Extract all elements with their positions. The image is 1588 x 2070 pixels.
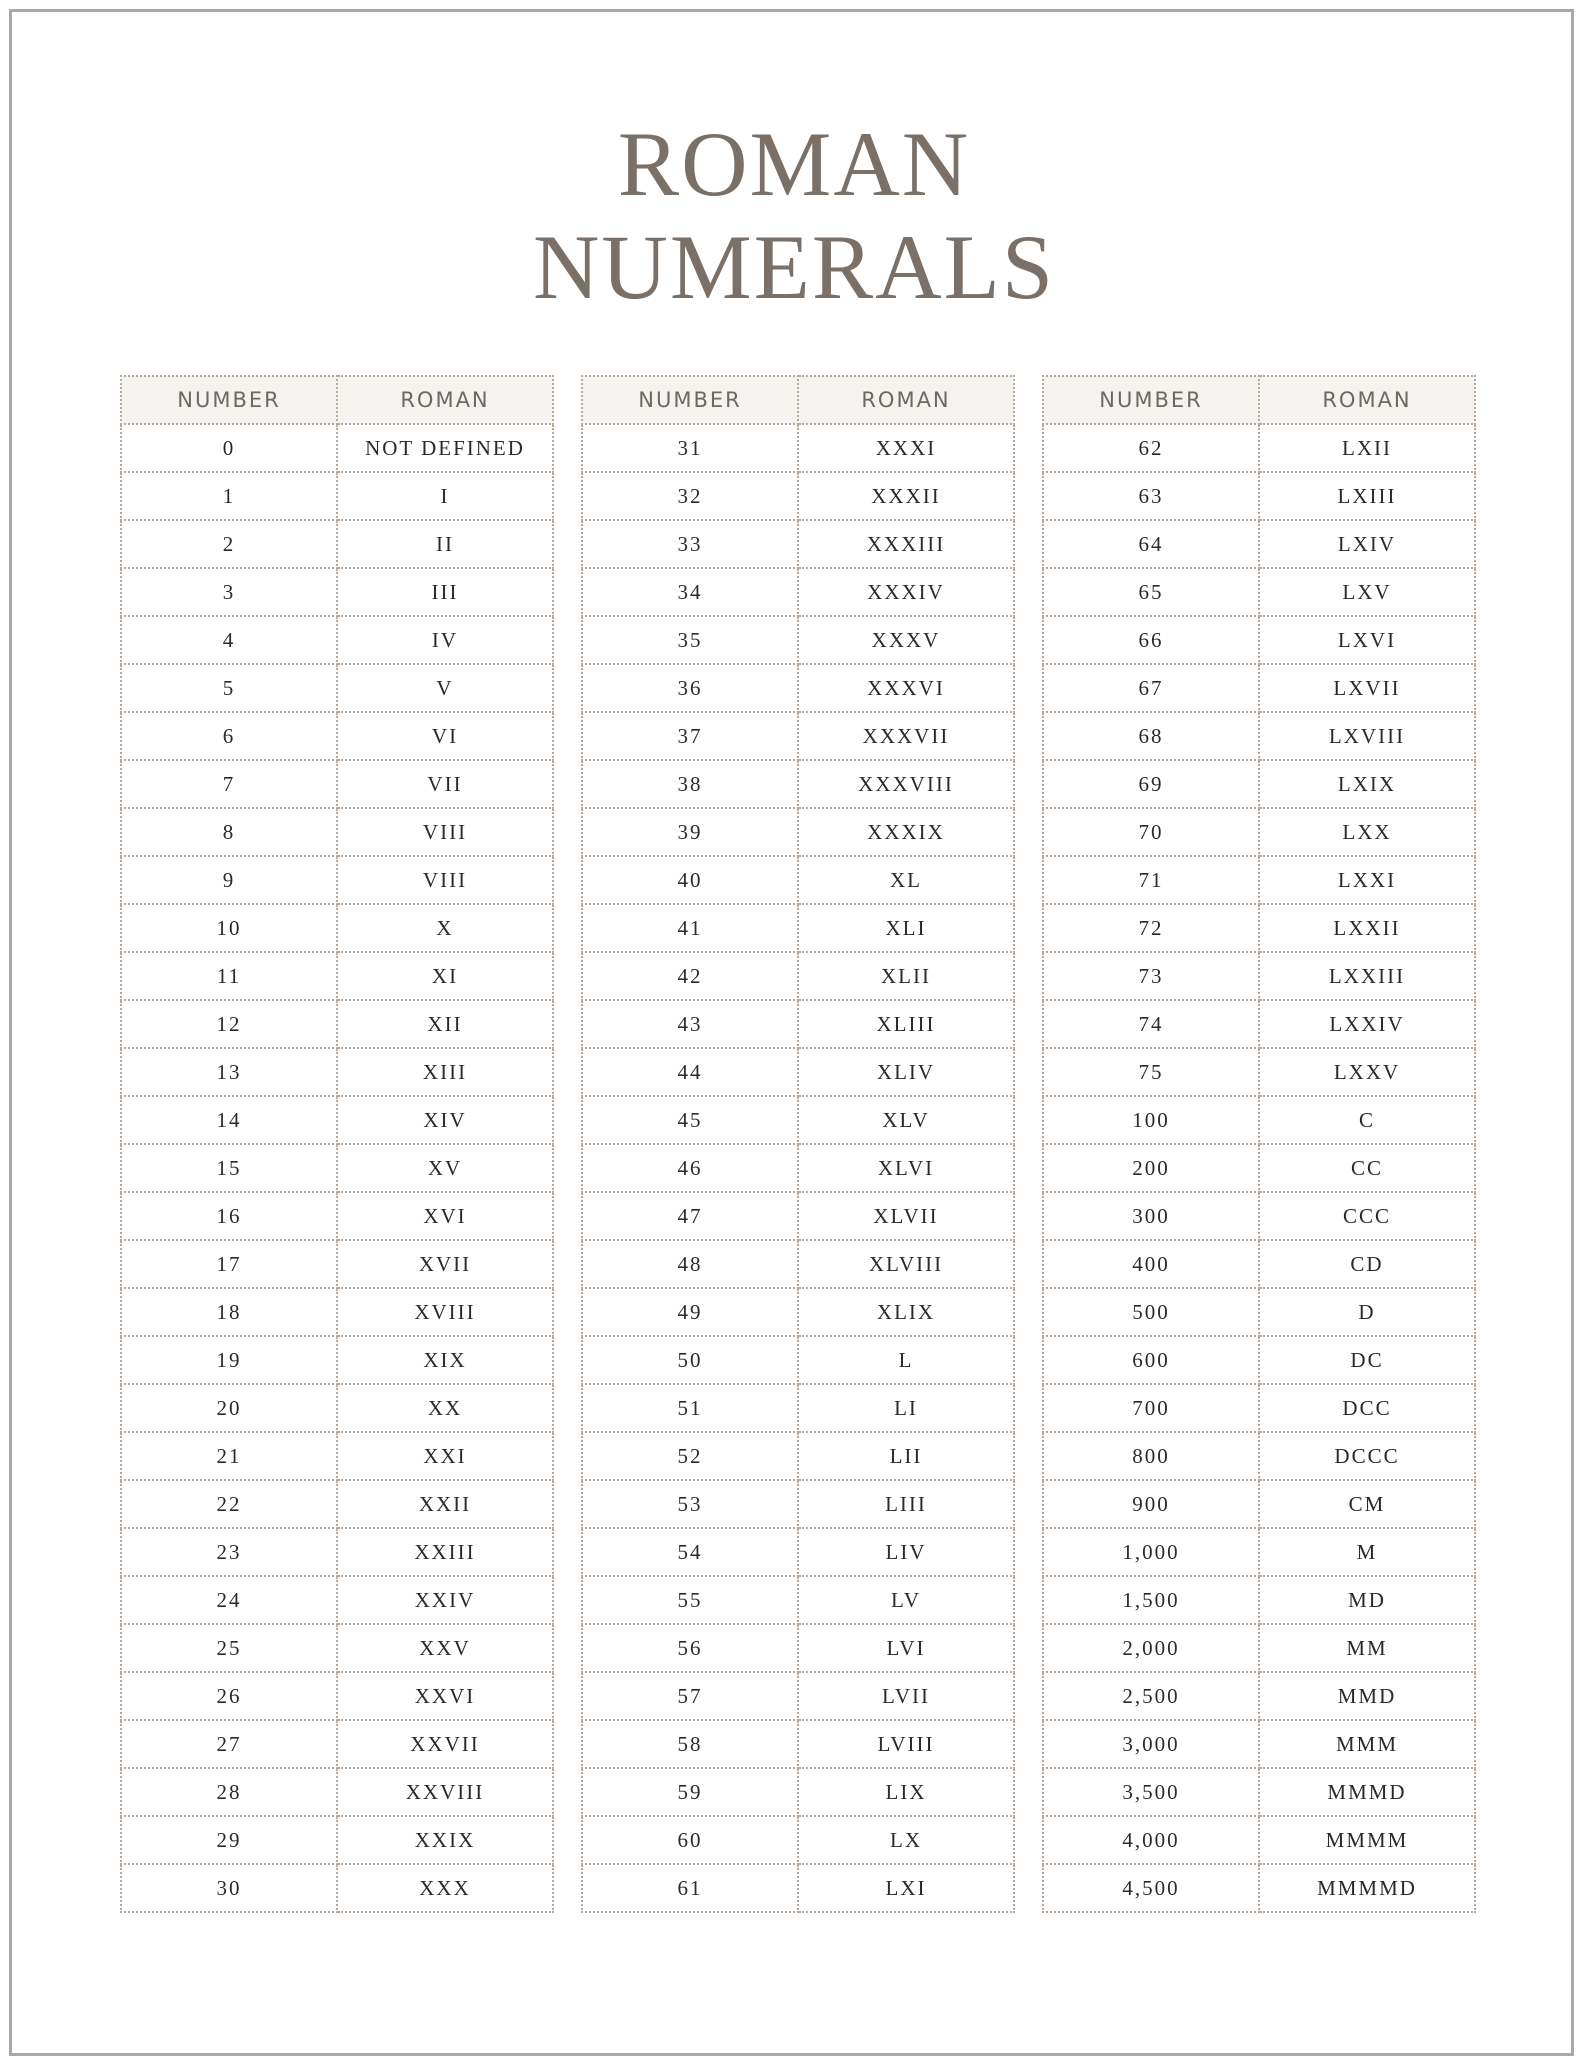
table-row <box>121 664 553 712</box>
number-cell: 4,000 <box>1043 1816 1259 1864</box>
table-row <box>121 1096 553 1144</box>
number-cell: 56 <box>582 1624 798 1672</box>
table-row <box>1043 1432 1475 1480</box>
roman-cell: LVI <box>798 1624 1014 1672</box>
number-cell: 14 <box>121 1096 337 1144</box>
number-cell: 41 <box>582 904 798 952</box>
table-row <box>582 1576 1014 1624</box>
number-cell: 8 <box>121 808 337 856</box>
table-row <box>582 1288 1014 1336</box>
table-row <box>121 856 553 904</box>
table-row <box>121 1672 553 1720</box>
roman-cell: LXXII <box>1259 904 1475 952</box>
table-row <box>582 472 1014 520</box>
roman-cell: DCC <box>1259 1384 1475 1432</box>
roman-cell: MD <box>1259 1576 1475 1624</box>
number-cell: 17 <box>121 1240 337 1288</box>
table-row <box>582 1864 1014 1912</box>
number-cell: 2,500 <box>1043 1672 1259 1720</box>
roman-cell: XLV <box>798 1096 1014 1144</box>
number-cell: 46 <box>582 1144 798 1192</box>
table-row <box>582 1672 1014 1720</box>
roman-cell: LXVI <box>1259 616 1475 664</box>
table-row <box>582 808 1014 856</box>
table-row <box>121 1432 553 1480</box>
number-cell: 39 <box>582 808 798 856</box>
table-row <box>1043 1000 1475 1048</box>
roman-cell: XIX <box>337 1336 553 1384</box>
number-cell: 1,500 <box>1043 1576 1259 1624</box>
number-cell: 15 <box>121 1144 337 1192</box>
roman-cell: CC <box>1259 1144 1475 1192</box>
roman-cell: LVIII <box>798 1720 1014 1768</box>
number-cell: 72 <box>1043 904 1259 952</box>
number-cell: 44 <box>582 1048 798 1096</box>
table-row <box>1043 1720 1475 1768</box>
table-row <box>582 1096 1014 1144</box>
number-cell: 48 <box>582 1240 798 1288</box>
number-cell: 600 <box>1043 1336 1259 1384</box>
table-row <box>1043 1816 1475 1864</box>
roman-cell: XII <box>337 1000 553 1048</box>
number-cell: 900 <box>1043 1480 1259 1528</box>
table-row <box>121 1768 553 1816</box>
table-row <box>121 568 553 616</box>
table-row <box>121 1192 553 1240</box>
roman-cell: VI <box>337 712 553 760</box>
table-row <box>582 1624 1014 1672</box>
number-cell: 49 <box>582 1288 798 1336</box>
table-row <box>1043 1528 1475 1576</box>
roman-cell: CD <box>1259 1240 1475 1288</box>
table-row <box>121 1288 553 1336</box>
table-row <box>1043 1672 1475 1720</box>
table-row <box>582 1240 1014 1288</box>
table-row <box>121 1528 553 1576</box>
table-row <box>121 1336 553 1384</box>
table-row <box>582 520 1014 568</box>
table-row <box>582 1144 1014 1192</box>
number-cell: 300 <box>1043 1192 1259 1240</box>
table-row <box>1043 1624 1475 1672</box>
table-row <box>121 472 553 520</box>
roman-cell: LVII <box>798 1672 1014 1720</box>
roman-column-header: ROMAN <box>337 376 553 424</box>
table-row <box>121 1000 553 1048</box>
table-row <box>121 1384 553 1432</box>
roman-cell: XI <box>337 952 553 1000</box>
roman-cell: XXXIX <box>798 808 1014 856</box>
table-row <box>1043 1576 1475 1624</box>
roman-cell: L <box>798 1336 1014 1384</box>
number-cell: 3,500 <box>1043 1768 1259 1816</box>
roman-cell: LV <box>798 1576 1014 1624</box>
table-row <box>1043 1096 1475 1144</box>
number-cell: 36 <box>582 664 798 712</box>
number-cell: 74 <box>1043 1000 1259 1048</box>
number-cell: 60 <box>582 1816 798 1864</box>
number-cell: 65 <box>1043 568 1259 616</box>
roman-cell: MM <box>1259 1624 1475 1672</box>
roman-cell: LXIX <box>1259 760 1475 808</box>
roman-cell: LI <box>798 1384 1014 1432</box>
table-row <box>1043 1768 1475 1816</box>
roman-cell: XVI <box>337 1192 553 1240</box>
table-row <box>121 760 553 808</box>
roman-cell: LXIII <box>1259 472 1475 520</box>
roman-cell: LXVII <box>1259 664 1475 712</box>
number-cell: 100 <box>1043 1096 1259 1144</box>
roman-cell: XXII <box>337 1480 553 1528</box>
roman-cell: XX <box>337 1384 553 1432</box>
roman-cell: LXII <box>1259 424 1475 472</box>
number-cell: 7 <box>121 760 337 808</box>
table-row <box>121 616 553 664</box>
number-cell: 71 <box>1043 856 1259 904</box>
roman-cell: CM <box>1259 1480 1475 1528</box>
roman-cell: LIII <box>798 1480 1014 1528</box>
number-cell: 45 <box>582 1096 798 1144</box>
table-row <box>1043 1384 1475 1432</box>
roman-column-header: ROMAN <box>798 376 1014 424</box>
number-cell: 70 <box>1043 808 1259 856</box>
table-row <box>1043 1192 1475 1240</box>
number-cell: 2,000 <box>1043 1624 1259 1672</box>
table-row <box>121 1816 553 1864</box>
page-title-line-2: NUMERALS <box>532 216 1056 318</box>
roman-cell: LIV <box>798 1528 1014 1576</box>
number-cell: 26 <box>121 1672 337 1720</box>
number-cell: 55 <box>582 1576 798 1624</box>
roman-cell: XXV <box>337 1624 553 1672</box>
number-cell: 6 <box>121 712 337 760</box>
roman-cell: XLVIII <box>798 1240 1014 1288</box>
table-row <box>1043 1144 1475 1192</box>
number-cell: 700 <box>1043 1384 1259 1432</box>
table-row <box>582 1384 1014 1432</box>
number-cell: 28 <box>121 1768 337 1816</box>
table-row <box>582 568 1014 616</box>
roman-cell: D <box>1259 1288 1475 1336</box>
number-cell: 57 <box>582 1672 798 1720</box>
table-row <box>582 1192 1014 1240</box>
numeral-table-1 <box>120 375 554 1913</box>
table-row <box>1043 1864 1475 1912</box>
number-cell: 51 <box>582 1384 798 1432</box>
roman-cell: LXXV <box>1259 1048 1475 1096</box>
table-row <box>121 424 553 472</box>
roman-cell: XXI <box>337 1432 553 1480</box>
number-cell: 47 <box>582 1192 798 1240</box>
table-row <box>1043 904 1475 952</box>
roman-cell: LXVIII <box>1259 712 1475 760</box>
roman-cell: XVII <box>337 1240 553 1288</box>
table-row <box>582 1336 1014 1384</box>
roman-cell: V <box>337 664 553 712</box>
number-cell: 23 <box>121 1528 337 1576</box>
roman-cell: MMMMD <box>1259 1864 1475 1912</box>
table-row <box>1043 472 1475 520</box>
number-cell: 38 <box>582 760 798 808</box>
roman-cell: M <box>1259 1528 1475 1576</box>
number-cell: 29 <box>121 1816 337 1864</box>
table-row <box>582 760 1014 808</box>
roman-cell: XLVII <box>798 1192 1014 1240</box>
roman-cell: XL <box>798 856 1014 904</box>
number-cell: 1 <box>121 472 337 520</box>
table-row <box>582 1816 1014 1864</box>
number-cell: 27 <box>121 1720 337 1768</box>
number-cell: 62 <box>1043 424 1259 472</box>
number-cell: 33 <box>582 520 798 568</box>
table-row <box>582 424 1014 472</box>
number-column-header: NUMBER <box>121 376 337 424</box>
number-cell: 63 <box>1043 472 1259 520</box>
table-row <box>582 952 1014 1000</box>
table-row <box>1043 424 1475 472</box>
roman-cell: XLIX <box>798 1288 1014 1336</box>
table-row <box>582 616 1014 664</box>
roman-cell: LXXI <box>1259 856 1475 904</box>
table-row <box>1043 1240 1475 1288</box>
table-row <box>1043 1288 1475 1336</box>
number-cell: 53 <box>582 1480 798 1528</box>
number-cell: 25 <box>121 1624 337 1672</box>
roman-cell: NOT DEFINED <box>337 424 553 472</box>
number-cell: 10 <box>121 904 337 952</box>
roman-cell: IV <box>337 616 553 664</box>
table-row <box>1043 568 1475 616</box>
roman-cell: MMMD <box>1259 1768 1475 1816</box>
number-cell: 3,000 <box>1043 1720 1259 1768</box>
roman-cell: LII <box>798 1432 1014 1480</box>
table-row <box>121 712 553 760</box>
roman-cell: III <box>337 568 553 616</box>
roman-cell: XIV <box>337 1096 553 1144</box>
roman-cell: LXXIII <box>1259 952 1475 1000</box>
table-row <box>582 1432 1014 1480</box>
number-cell: 67 <box>1043 664 1259 712</box>
table-row <box>121 1864 553 1912</box>
roman-cell: LXIV <box>1259 520 1475 568</box>
number-cell: 21 <box>121 1432 337 1480</box>
roman-cell: LIX <box>798 1768 1014 1816</box>
number-cell: 59 <box>582 1768 798 1816</box>
number-cell: 35 <box>582 616 798 664</box>
number-cell: 3 <box>121 568 337 616</box>
roman-cell: XXXIII <box>798 520 1014 568</box>
roman-cell: XXXIV <box>798 568 1014 616</box>
table-row <box>121 1480 553 1528</box>
number-cell: 42 <box>582 952 798 1000</box>
number-cell: 69 <box>1043 760 1259 808</box>
roman-cell: XXIV <box>337 1576 553 1624</box>
number-cell: 19 <box>121 1336 337 1384</box>
roman-cell: XLIII <box>798 1000 1014 1048</box>
roman-cell: XXIX <box>337 1816 553 1864</box>
table-row <box>582 712 1014 760</box>
table-row <box>121 1240 553 1288</box>
number-cell: 58 <box>582 1720 798 1768</box>
roman-cell: DCCC <box>1259 1432 1475 1480</box>
roman-cell: LXX <box>1259 808 1475 856</box>
table-row <box>121 520 553 568</box>
roman-cell: DC <box>1259 1336 1475 1384</box>
roman-cell: XXXV <box>798 616 1014 664</box>
table-row <box>1043 808 1475 856</box>
table-row <box>582 1720 1014 1768</box>
number-cell: 0 <box>121 424 337 472</box>
table-row <box>582 856 1014 904</box>
number-cell: 400 <box>1043 1240 1259 1288</box>
table-header-row <box>121 376 553 424</box>
number-cell: 500 <box>1043 1288 1259 1336</box>
number-cell: 32 <box>582 472 798 520</box>
roman-cell: LXXIV <box>1259 1000 1475 1048</box>
roman-cell: VII <box>337 760 553 808</box>
table-header-row <box>582 376 1014 424</box>
table-row <box>582 664 1014 712</box>
roman-cell: XXX <box>337 1864 553 1912</box>
roman-cell: MMD <box>1259 1672 1475 1720</box>
table-row <box>121 808 553 856</box>
table-row <box>1043 664 1475 712</box>
number-cell: 31 <box>582 424 798 472</box>
roman-cell: XXXII <box>798 472 1014 520</box>
roman-cell: XXVII <box>337 1720 553 1768</box>
roman-cell: LX <box>798 1816 1014 1864</box>
number-cell: 13 <box>121 1048 337 1096</box>
table-row <box>121 1048 553 1096</box>
number-cell: 11 <box>121 952 337 1000</box>
number-cell: 2 <box>121 520 337 568</box>
table-row <box>582 1528 1014 1576</box>
table-row <box>582 1048 1014 1096</box>
roman-cell: C <box>1259 1096 1475 1144</box>
number-column-header: NUMBER <box>1043 376 1259 424</box>
roman-cell: XIII <box>337 1048 553 1096</box>
table-row <box>1043 760 1475 808</box>
number-cell: 30 <box>121 1864 337 1912</box>
roman-cell: VIII <box>337 808 553 856</box>
roman-cell: VIII <box>337 856 553 904</box>
roman-cell: XVIII <box>337 1288 553 1336</box>
roman-cell: XXVI <box>337 1672 553 1720</box>
table-row <box>121 1720 553 1768</box>
roman-cell: XXIII <box>337 1528 553 1576</box>
table-row <box>121 952 553 1000</box>
number-cell: 34 <box>582 568 798 616</box>
roman-cell: XLIV <box>798 1048 1014 1096</box>
roman-cell: MMMM <box>1259 1816 1475 1864</box>
roman-cell: LXI <box>798 1864 1014 1912</box>
number-column-header: NUMBER <box>582 376 798 424</box>
roman-cell: XLVI <box>798 1144 1014 1192</box>
roman-cell: XXXVII <box>798 712 1014 760</box>
roman-cell: X <box>337 904 553 952</box>
number-cell: 40 <box>582 856 798 904</box>
table-row <box>1043 952 1475 1000</box>
table-row <box>582 904 1014 952</box>
number-cell: 12 <box>121 1000 337 1048</box>
roman-cell: CCC <box>1259 1192 1475 1240</box>
number-cell: 68 <box>1043 712 1259 760</box>
table-row <box>1043 1048 1475 1096</box>
table-row <box>1043 520 1475 568</box>
number-cell: 18 <box>121 1288 337 1336</box>
number-cell: 43 <box>582 1000 798 1048</box>
roman-cell: XXXVIII <box>798 760 1014 808</box>
number-cell: 4 <box>121 616 337 664</box>
number-cell: 16 <box>121 1192 337 1240</box>
number-cell: 9 <box>121 856 337 904</box>
roman-column-header: ROMAN <box>1259 376 1475 424</box>
number-cell: 54 <box>582 1528 798 1576</box>
table-row <box>582 1480 1014 1528</box>
roman-cell: XLI <box>798 904 1014 952</box>
table-row <box>1043 1336 1475 1384</box>
table-row <box>1043 616 1475 664</box>
table-row <box>121 904 553 952</box>
roman-cell: XV <box>337 1144 553 1192</box>
number-cell: 64 <box>1043 520 1259 568</box>
roman-cell: I <box>337 472 553 520</box>
number-cell: 50 <box>582 1336 798 1384</box>
number-cell: 800 <box>1043 1432 1259 1480</box>
number-cell: 5 <box>121 664 337 712</box>
table-row <box>582 1768 1014 1816</box>
number-cell: 4,500 <box>1043 1864 1259 1912</box>
numeral-table-2 <box>581 375 1015 1913</box>
number-cell: 200 <box>1043 1144 1259 1192</box>
number-cell: 61 <box>582 1864 798 1912</box>
roman-cell: MMM <box>1259 1720 1475 1768</box>
table-row <box>121 1144 553 1192</box>
roman-cell: XXVIII <box>337 1768 553 1816</box>
number-cell: 75 <box>1043 1048 1259 1096</box>
table-row <box>582 1000 1014 1048</box>
number-cell: 20 <box>121 1384 337 1432</box>
roman-cell: II <box>337 520 553 568</box>
table-row <box>121 1576 553 1624</box>
number-cell: 37 <box>582 712 798 760</box>
roman-cell: XXXVI <box>798 664 1014 712</box>
number-cell: 73 <box>1043 952 1259 1000</box>
table-row <box>1043 1480 1475 1528</box>
number-cell: 66 <box>1043 616 1259 664</box>
numeral-tables <box>120 375 1474 1905</box>
numeral-table-3 <box>1042 375 1476 1913</box>
table-row <box>121 1624 553 1672</box>
number-cell: 22 <box>121 1480 337 1528</box>
table-header-row <box>1043 376 1475 424</box>
number-cell: 24 <box>121 1576 337 1624</box>
number-cell: 1,000 <box>1043 1528 1259 1576</box>
roman-cell: XLII <box>798 952 1014 1000</box>
roman-cell: XXXI <box>798 424 1014 472</box>
number-cell: 52 <box>582 1432 798 1480</box>
page-title-line-1: ROMAN <box>617 113 971 215</box>
table-row <box>1043 856 1475 904</box>
table-row <box>1043 712 1475 760</box>
roman-cell: LXV <box>1259 568 1475 616</box>
